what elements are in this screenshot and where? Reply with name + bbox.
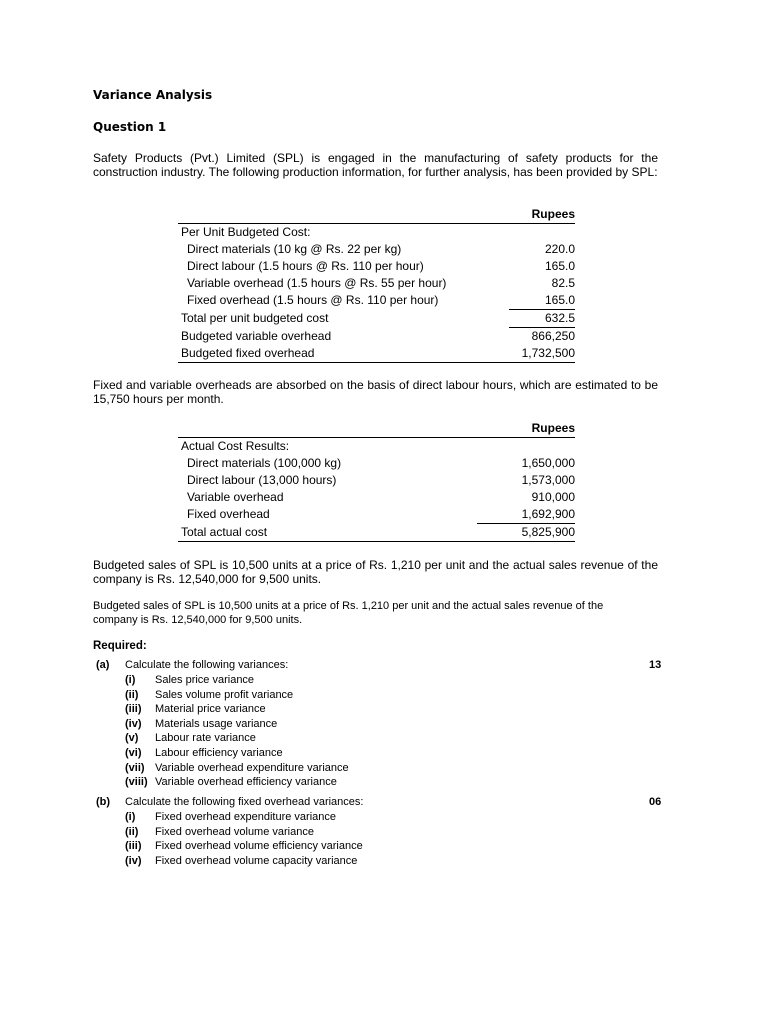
list-item: (vii) Variable overhead expenditure variance (125, 761, 349, 774)
sales-note: Budgeted sales of SPL is 10,500 units at a price of Rs. 1,210 per unit and the actual sales revenue of the company is Rs. 12,540,000 for 9,500 units. (93, 558, 658, 586)
table-row: Direct materials (10 kg @ Rs. 22 per kg) 220.0 (187, 242, 575, 256)
part-b-list (125, 810, 363, 868)
list-item: (ii) Fixed overhead volume variance (125, 825, 314, 838)
sales-note-repeat: Budgeted sales of SPL is 10,500 units at a price of Rs. 1,210 per unit and the actual sales revenue of the company is Rs. 12,540,000 for 9,500 units. (93, 600, 604, 626)
list-item: (v) Labour rate variance (125, 732, 256, 745)
budget-cost-table (178, 206, 575, 363)
budget-total-value: 632.5 (509, 310, 575, 328)
list-item: (vi) Labour efficiency variance (125, 746, 283, 759)
part-b-text: Calculate the following fixed overhead variances: (125, 796, 364, 808)
part-a-label: (a) (96, 659, 110, 671)
list-item: (iii) Material price variance (125, 703, 266, 716)
table-row: Variable overhead (1.5 hours @ Rs. 55 per hour) 82.5 (187, 276, 575, 290)
budget-currency-header: Rupees (531, 207, 575, 221)
actual-currency-header: Rupees (531, 421, 575, 435)
actual-cost-table (178, 420, 575, 542)
part-a-text: Calculate the following variances: (125, 659, 289, 671)
budget-section-label: Per Unit Budgeted Cost: (178, 224, 509, 242)
overhead-note: Fixed and variable overheads are absorbed on the basis of direct labour hours, which are estimated to be 15,750 hours per month. (93, 378, 658, 406)
part-a-marks: 13 (649, 659, 662, 671)
list-item: (iv) Fixed overhead volume capacity variance (125, 854, 358, 867)
actual-total-label: Total actual cost (178, 524, 477, 542)
question-title: Question 1 (93, 120, 167, 134)
actual-section-label: Actual Cost Results: (178, 438, 477, 456)
list-item: (ii) Sales volume profit variance (125, 688, 294, 701)
part-b-marks: 06 (649, 796, 662, 808)
budgeted-variable-overhead-value: 866,250 (531, 329, 575, 343)
budgeted-variable-overhead-label: Budgeted variable overhead (181, 328, 332, 343)
table-row: Direct materials (100,000 kg) 1,650,000 (187, 456, 575, 470)
budgeted-fixed-overhead-value: 1,732,500 (509, 345, 575, 363)
budgeted-fixed-overhead-label: Budgeted fixed overhead (178, 345, 509, 363)
part-a-list (125, 673, 349, 790)
list-item: (iv) Materials usage variance (125, 717, 278, 730)
list-item: (i) Sales price variance (125, 674, 255, 686)
actual-total-value: 5,825,900 (477, 524, 575, 542)
budget-total-label: Total per unit budgeted cost (181, 311, 329, 325)
list-item: (i) Fixed overhead expenditure variance (125, 811, 337, 823)
part-b-label: (b) (96, 796, 111, 808)
list-item: (iii) Fixed overhead volume efficiency variance (125, 840, 363, 853)
page-heading: Variance Analysis (93, 88, 213, 102)
intro-paragraph: Safety Products (Pvt.) Limited (SPL) is engaged in the manufacturing of safety products for the construction industry. The following production information, for further analysis, has been provided by SPL: (93, 151, 658, 179)
list-item: (viii) Variable overhead efficiency variance (125, 776, 337, 789)
table-row: Direct labour (1.5 hours @ Rs. 110 per hour) 165.0 (187, 259, 575, 273)
table-row: Variable overhead 910,000 (187, 490, 575, 504)
table-row: Fixed overhead (1.5 hours @ Rs. 110 per hour) 165.0 (187, 293, 575, 308)
table-row: Fixed overhead 1,692,900 (187, 507, 575, 522)
required-heading: Required: (93, 640, 147, 652)
table-row: Direct labour (13,000 hours) 1,573,000 (187, 473, 575, 487)
